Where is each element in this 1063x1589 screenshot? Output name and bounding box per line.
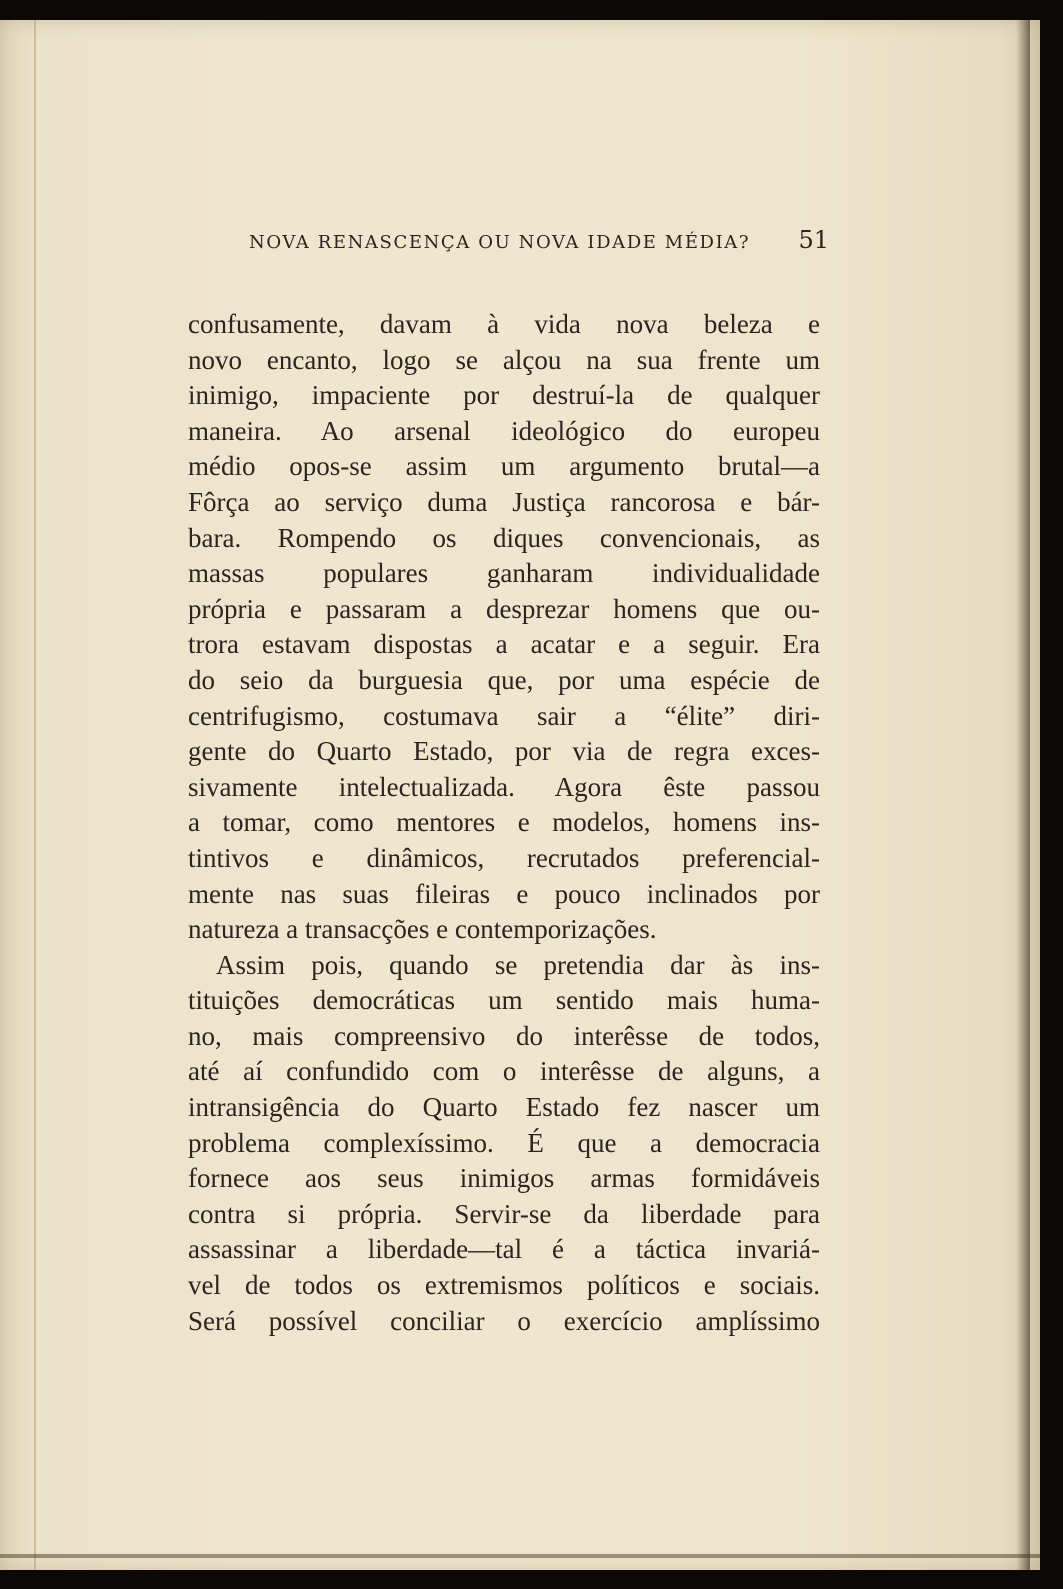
text-line: inimigo, impaciente por destruí-la de qualquer xyxy=(188,380,820,411)
text-line: Fôrça ao serviço duma Justiça rancorosa e bár- xyxy=(188,486,820,517)
running-title: NOVA RENASCENÇA OU NOVA IDADE MÉDIA? xyxy=(249,232,751,253)
body-text xyxy=(188,307,820,1339)
text-line: bara. Rompendo os diques convencionais, as xyxy=(188,522,820,553)
text-line: contra si própria. Servir-se da liberdade para xyxy=(188,1198,820,1229)
text-line: maneira. Ao arsenal ideológico do europeu xyxy=(188,415,820,446)
text-line: sivamente intelectualizada. Agora êste passou xyxy=(188,771,820,802)
text-line: Assim pois, quando se pretendia dar às ins- xyxy=(216,949,820,980)
text-line: centrifugismo, costumava sair a “élite” diri- xyxy=(188,700,820,731)
running-head xyxy=(249,224,829,258)
text-line: Será possível conciliar o exercício amplíssimo xyxy=(188,1305,820,1336)
text-line: até aí confundido com o interêsse de alguns, a xyxy=(188,1056,820,1087)
text-line: intransigência do Quarto Estado fez nascer um xyxy=(188,1092,820,1123)
text-line: gente do Quarto Estado, por via de regra exces- xyxy=(188,736,820,767)
text-line: tituições democráticas um sentido mais huma- xyxy=(188,985,820,1016)
text-line: mente nas suas fileiras e pouco inclinados por xyxy=(188,878,820,909)
page-right-edge-shadow xyxy=(1016,20,1030,1570)
text-line: massas populares ganharam individualidade xyxy=(188,558,820,589)
text-line: própria e passaram a desprezar homens que ou- xyxy=(188,593,820,624)
text-line: tintivos e dinâmicos, recrutados preferencial- xyxy=(188,842,820,873)
page-number: 51 xyxy=(798,226,829,254)
text-line: assassinar a liberdade—tal é a táctica invariá- xyxy=(188,1234,820,1265)
text-line: a tomar, como mentores e modelos, homens ins- xyxy=(188,807,820,838)
text-line: vel de todos os extremismos políticos e sociais. xyxy=(188,1270,820,1301)
text-line: fornece aos seus inimigos armas formidáveis xyxy=(188,1163,820,1194)
text-line: médio opos-se assim um argumento brutal—a xyxy=(188,451,820,482)
text-line: do seio da burguesia que, por uma espécie de xyxy=(188,664,820,695)
text-line: natureza a transacções e contemporizações. xyxy=(188,914,657,945)
page-bottom-edge-shadow xyxy=(0,1554,1040,1558)
text-line: no, mais compreensivo do interêsse de todos, xyxy=(188,1020,820,1051)
text-line: trora estavam dispostas a acatar e a seguir. Era xyxy=(188,629,820,660)
text-line: problema complexíssimo. É que a democracia xyxy=(188,1127,820,1158)
page-gutter-line xyxy=(34,20,36,1570)
text-line: confusamente, davam à vida nova beleza e xyxy=(188,309,820,339)
text-line: novo encanto, logo se alçou na sua frente um xyxy=(188,344,820,375)
